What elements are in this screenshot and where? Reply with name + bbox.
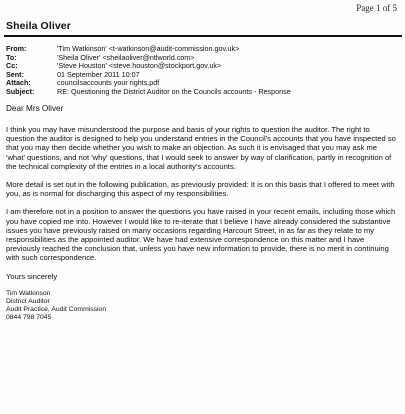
header-label: Subject: (6, 86, 35, 96)
header-row-subject (6, 88, 400, 97)
header-row-cc (6, 62, 400, 71)
salutation: Dear Mrs Oliver (6, 104, 64, 113)
header-row-from (6, 45, 400, 54)
header-value: 'Sheila Oliver' <sheilaoliver@ntlworld.com> (57, 53, 195, 62)
header-row-attach (6, 79, 400, 88)
signoff: Yours sincerely (6, 271, 58, 281)
email-body (6, 125, 398, 323)
header-label: From: (6, 44, 27, 53)
body-paragraph: I am therefore not in a position to answer the questions you have raised in your recent emails, including those which you have copied me into. However I would like to re-iterate that I believe I have already considered the substantive issues you have previously raised on many occasions regarding Harcourt Street, in as far as they relate to my responsibilities as the appointed auditor. We have had extensive correspondence on this matter and I have previously reached the conclusion that, unless you have new information to provide, there is no merit in continuing with such correspondence. (6, 207, 396, 263)
page-number: Page 1 of 5 (356, 3, 397, 13)
header-label: Cc: (6, 61, 18, 71)
signature-phone: 0844 798 7045 (6, 314, 52, 322)
attachment-name: councilsaccounts your rights.pdf (57, 79, 160, 88)
header-label: To: (6, 52, 17, 62)
body-paragraph: I think you may have misunderstood the purpose and basis of your rights to question the auditor. The right to question the auditor is designed to help you understand entries in the Council's accounts that you have inspected so that you may then decide whether you wish to make an objection. As such it is envisaged that you may ask me 'what' questions, and not 'why' questions, that I would seek to answer by way of clarification, partly in recognition of the technical complexity of the entries in a local authority's accounts. (6, 125, 396, 171)
header-value: 01 September 2011 10:07 (57, 70, 140, 79)
signature-title: District Auditor (6, 298, 50, 306)
header-row-to (6, 54, 400, 63)
signature-name: Tim Watkinson (6, 289, 51, 297)
header-value: 'Steve Houston' <steve.houston@stockport.gov.uk> (57, 62, 222, 71)
header-value: RE: Questioning the District Auditor on the Councils accounts - Response (57, 87, 291, 96)
body-paragraph: More detail is set out in the following publication, as previously provided: It is on this basis that I offered to meet with you, as is normal for discharging this aspect of my responsibilities. (6, 180, 395, 199)
header-label: Sent: (6, 69, 24, 79)
sender-name-heading: Sheila Oliver (6, 20, 71, 32)
header-row-sent (6, 71, 400, 80)
header-value: 'Tim Watkinson' <t-watkinson@audit-commission.gov.uk> (57, 45, 240, 53)
email-headers (6, 45, 400, 97)
header-label: Attach: (6, 78, 31, 88)
signature-organisation: Audit Practice, Audit Commission (6, 306, 107, 314)
header-divider (4, 35, 402, 37)
